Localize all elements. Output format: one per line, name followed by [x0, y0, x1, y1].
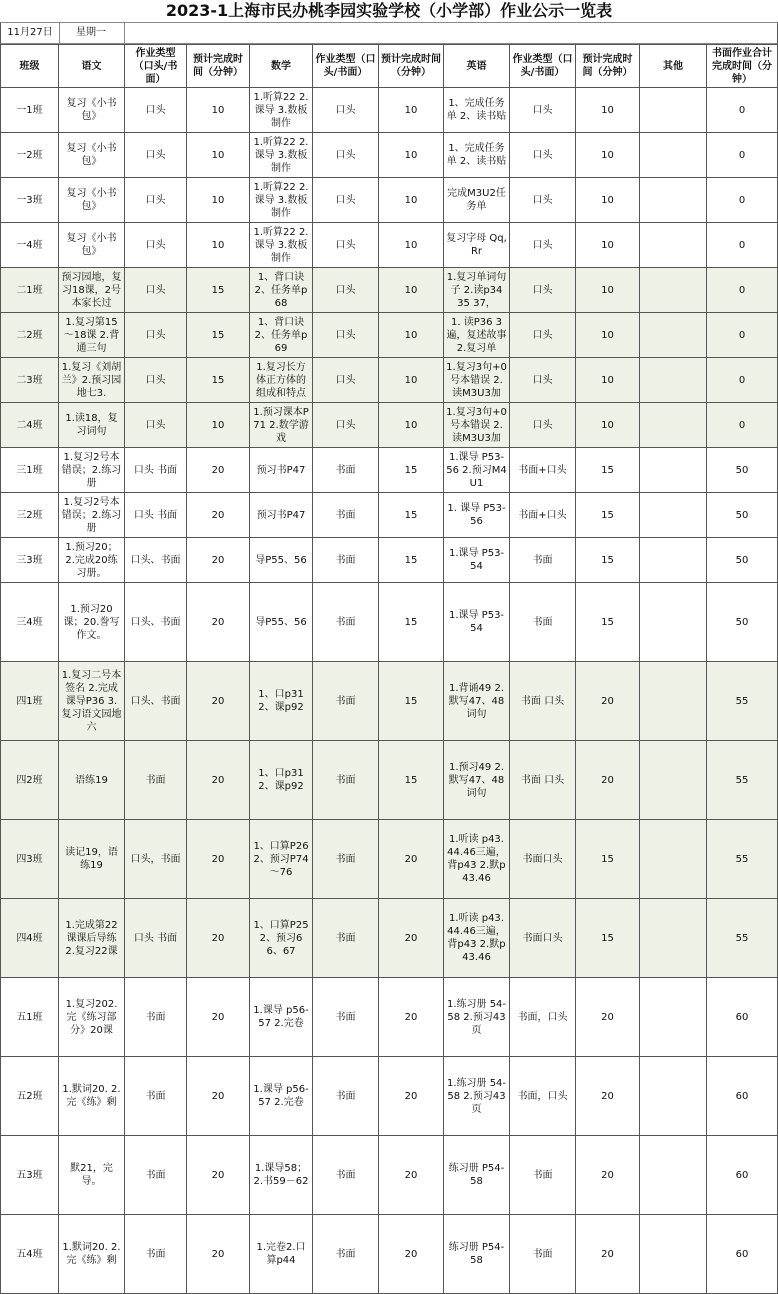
chinese-type-cell: 书面 [125, 741, 187, 820]
chinese-minutes-cell: 20 [187, 1057, 250, 1136]
other-cell [640, 583, 707, 662]
chinese-type-cell: 口头、书面 [125, 662, 187, 741]
other-cell [640, 223, 707, 268]
english-task-cell: 1.复习3句+0号本错误 2.读M3U3加 [444, 358, 510, 403]
other-cell [640, 403, 707, 448]
math-minutes-cell: 10 [379, 178, 444, 223]
chinese-minutes-cell: 20 [187, 1136, 250, 1215]
math-task-cell: 1、口p31 2、课p92 [250, 741, 313, 820]
header-cell: 作业类型（口头/书面） [510, 45, 576, 88]
total-minutes-cell: 55 [707, 820, 778, 899]
math-minutes-cell: 10 [379, 268, 444, 313]
english-task-cell: 练习册 P54-58 [444, 1215, 510, 1294]
math-task-cell: 1.课导 p56-57 2.完卷 [250, 1057, 313, 1136]
english-minutes-cell: 20 [576, 741, 640, 820]
chinese-task-cell: 1.默词20. 2. 完《练》剩 [59, 1215, 125, 1294]
english-minutes-cell: 10 [576, 88, 640, 133]
class-cell: 五2班 [1, 1057, 59, 1136]
english-minutes-cell: 15 [576, 493, 640, 538]
class-cell: 一4班 [1, 223, 59, 268]
math-minutes-cell: 15 [379, 538, 444, 583]
chinese-type-cell: 口头、书面 [125, 538, 187, 583]
chinese-minutes-cell: 20 [187, 899, 250, 978]
math-minutes-cell: 20 [379, 1057, 444, 1136]
english-minutes-cell: 20 [576, 1136, 640, 1215]
header-cell: 书面作业合计完成时间（分钟） [707, 45, 778, 88]
chinese-minutes-cell: 20 [187, 741, 250, 820]
total-minutes-cell: 0 [707, 133, 778, 178]
english-task-cell: 1.课导 P53-54 [444, 583, 510, 662]
math-minutes-cell: 20 [379, 820, 444, 899]
english-minutes-cell: 15 [576, 820, 640, 899]
math-type-cell: 书面 [313, 741, 379, 820]
english-task-cell: 完成M3U2任务单 [444, 178, 510, 223]
chinese-minutes-cell: 15 [187, 268, 250, 313]
math-task-cell: 1.复习长方体正方体的组成和特点 [250, 358, 313, 403]
total-minutes-cell: 0 [707, 403, 778, 448]
class-cell: 四2班 [1, 741, 59, 820]
chinese-minutes-cell: 20 [187, 978, 250, 1057]
english-task-cell: 1.练习册 54-58 2.预习43页 [444, 1057, 510, 1136]
english-minutes-cell: 10 [576, 358, 640, 403]
class-cell: 三4班 [1, 583, 59, 662]
english-task-cell: 1.听读 p43.44.46三遍，背p43 2.默p43.46 [444, 820, 510, 899]
english-minutes-cell: 10 [576, 313, 640, 358]
english-minutes-cell: 20 [576, 1057, 640, 1136]
math-type-cell: 书面 [313, 978, 379, 1057]
math-type-cell: 口头 [313, 133, 379, 178]
math-task-cell: 1.预习课本P71 2.数学游戏 [250, 403, 313, 448]
math-minutes-cell: 10 [379, 403, 444, 448]
english-task-cell: 1.复习3句+0号本错误 2.读M3U3加 [444, 403, 510, 448]
math-type-cell: 书面 [313, 1057, 379, 1136]
english-task-cell: 1、完成任务单 2、读书贴 [444, 88, 510, 133]
total-minutes-cell: 60 [707, 1136, 778, 1215]
english-task-cell: 1.课导 P53-54 [444, 538, 510, 583]
other-cell [640, 268, 707, 313]
english-minutes-cell: 10 [576, 133, 640, 178]
chinese-task-cell: 1.复习202. 完《练习部分》20课 [59, 978, 125, 1057]
total-minutes-cell: 0 [707, 358, 778, 403]
chinese-type-cell: 口头 [125, 403, 187, 448]
chinese-type-cell: 口头 [125, 223, 187, 268]
english-type-cell: 书面+口头 [510, 493, 576, 538]
class-cell: 四1班 [1, 662, 59, 741]
math-type-cell: 口头 [313, 223, 379, 268]
chinese-type-cell: 口头 [125, 133, 187, 178]
table-row [1, 448, 778, 493]
total-minutes-cell: 55 [707, 899, 778, 978]
english-type-cell: 书面 [510, 538, 576, 583]
english-task-cell: 1、完成任务单 2、读书贴 [444, 133, 510, 178]
math-minutes-cell: 15 [379, 448, 444, 493]
header-cell: 预计完成时间（分钟） [576, 45, 640, 88]
chinese-type-cell: 口头、书面 [125, 583, 187, 662]
english-minutes-cell: 10 [576, 268, 640, 313]
english-minutes-cell: 20 [576, 978, 640, 1057]
math-type-cell: 口头 [313, 403, 379, 448]
header-row [1, 45, 778, 88]
table-row [1, 178, 778, 223]
chinese-task-cell: 1.复习二号本签名 2.完成课导P36 3.复习语文园地六 [59, 662, 125, 741]
chinese-minutes-cell: 20 [187, 662, 250, 741]
chinese-minutes-cell: 20 [187, 583, 250, 662]
chinese-type-cell: 书面 [125, 1215, 187, 1294]
chinese-minutes-cell: 10 [187, 133, 250, 178]
class-cell: 五4班 [1, 1215, 59, 1294]
chinese-task-cell: 1.复习《刘胡兰》2.预习园地七3. [59, 358, 125, 403]
chinese-task-cell: 复习《小书包》 [59, 88, 125, 133]
class-cell: 三2班 [1, 493, 59, 538]
english-type-cell: 书面 [510, 1136, 576, 1215]
chinese-minutes-cell: 10 [187, 178, 250, 223]
table-row [1, 1136, 778, 1215]
english-type-cell: 书面+口头 [510, 448, 576, 493]
chinese-task-cell: 复习《小书包》 [59, 178, 125, 223]
table-row [1, 1215, 778, 1294]
english-type-cell: 书面 [510, 583, 576, 662]
total-minutes-cell: 60 [707, 978, 778, 1057]
total-minutes-cell: 0 [707, 88, 778, 133]
other-cell [640, 178, 707, 223]
math-minutes-cell: 10 [379, 88, 444, 133]
chinese-minutes-cell: 20 [187, 493, 250, 538]
math-type-cell: 口头 [313, 358, 379, 403]
math-minutes-cell: 20 [379, 1136, 444, 1215]
class-cell: 五1班 [1, 978, 59, 1057]
class-cell: 四4班 [1, 899, 59, 978]
class-cell: 五3班 [1, 1136, 59, 1215]
english-type-cell: 口头 [510, 133, 576, 178]
page-title: 2023-1上海市民办桃李园实验学校（小学部）作业公示一览表 [165, 1, 613, 20]
table-row [1, 899, 778, 978]
chinese-minutes-cell: 10 [187, 88, 250, 133]
english-minutes-cell: 10 [576, 223, 640, 268]
class-cell: 二4班 [1, 403, 59, 448]
header-cell: 作业类型（口头/书面） [125, 45, 187, 88]
other-cell [640, 538, 707, 583]
math-type-cell: 书面 [313, 820, 379, 899]
date-cell: 11月27日 [0, 22, 60, 44]
english-task-cell: 1.背诵49 2.默写47、48词句 [444, 662, 510, 741]
class-cell: 一1班 [1, 88, 59, 133]
math-minutes-cell: 10 [379, 358, 444, 403]
math-task-cell: 导P55、56 [250, 583, 313, 662]
english-type-cell: 书面，口头 [510, 1057, 576, 1136]
chinese-minutes-cell: 10 [187, 403, 250, 448]
other-cell [640, 820, 707, 899]
table-row [1, 88, 778, 133]
chinese-task-cell: 1.默词20. 2. 完《练》剩 [59, 1057, 125, 1136]
other-cell [640, 978, 707, 1057]
english-task-cell: 1.课导 P53-56 2.预习M4U1 [444, 448, 510, 493]
total-minutes-cell: 50 [707, 448, 778, 493]
math-minutes-cell: 15 [379, 493, 444, 538]
other-cell [640, 1215, 707, 1294]
math-task-cell: 预习书P47 [250, 448, 313, 493]
math-type-cell: 口头 [313, 178, 379, 223]
math-minutes-cell: 10 [379, 133, 444, 178]
table-row [1, 741, 778, 820]
chinese-task-cell: 语练19 [59, 741, 125, 820]
english-type-cell: 口头 [510, 313, 576, 358]
chinese-task-cell: 复习《小书包》 [59, 223, 125, 268]
other-cell [640, 358, 707, 403]
math-task-cell: 1、背口诀 2、任务单p68 [250, 268, 313, 313]
english-type-cell: 书面口头 [510, 899, 576, 978]
total-minutes-cell: 50 [707, 583, 778, 662]
other-cell [640, 88, 707, 133]
chinese-task-cell: 默21，完导。 [59, 1136, 125, 1215]
header-cell: 班级 [1, 45, 59, 88]
english-minutes-cell: 15 [576, 538, 640, 583]
table-row [1, 820, 778, 899]
other-cell [640, 741, 707, 820]
class-cell: 四3班 [1, 820, 59, 899]
header-cell: 预计完成时间（分钟） [379, 45, 444, 88]
chinese-task-cell: 读记19，语练19 [59, 820, 125, 899]
math-task-cell: 1.课导58；2.书59－62 [250, 1136, 313, 1215]
chinese-type-cell: 书面 [125, 978, 187, 1057]
other-cell [640, 133, 707, 178]
chinese-type-cell: 口头 书面 [125, 493, 187, 538]
chinese-type-cell: 口头 [125, 358, 187, 403]
english-minutes-cell: 10 [576, 403, 640, 448]
chinese-type-cell: 书面 [125, 1136, 187, 1215]
english-type-cell: 书面 口头 [510, 741, 576, 820]
math-type-cell: 书面 [313, 662, 379, 741]
english-minutes-cell: 15 [576, 448, 640, 493]
total-minutes-cell: 50 [707, 538, 778, 583]
math-minutes-cell: 15 [379, 741, 444, 820]
math-type-cell: 口头 [313, 268, 379, 313]
english-task-cell: 复习字母 Qq,Rr [444, 223, 510, 268]
total-minutes-cell: 0 [707, 178, 778, 223]
math-task-cell: 预习书P47 [250, 493, 313, 538]
english-task-cell: 练习册 P54-58 [444, 1136, 510, 1215]
table-row [1, 268, 778, 313]
other-cell [640, 899, 707, 978]
english-task-cell: 1. 读P36 3遍，复述故事 2.复习单 [444, 313, 510, 358]
chinese-minutes-cell: 20 [187, 1215, 250, 1294]
math-type-cell: 书面 [313, 448, 379, 493]
chinese-minutes-cell: 20 [187, 820, 250, 899]
math-minutes-cell: 15 [379, 662, 444, 741]
class-cell: 一2班 [1, 133, 59, 178]
chinese-type-cell: 口头 [125, 313, 187, 358]
table-row [1, 403, 778, 448]
total-minutes-cell: 60 [707, 1057, 778, 1136]
total-minutes-cell: 55 [707, 741, 778, 820]
table-row [1, 583, 778, 662]
english-minutes-cell: 15 [576, 899, 640, 978]
chinese-type-cell: 口头 书面 [125, 448, 187, 493]
english-minutes-cell: 20 [576, 662, 640, 741]
math-type-cell: 书面 [313, 583, 379, 662]
math-task-cell: 1、背口诀 2、任务单p69 [250, 313, 313, 358]
chinese-task-cell: 复习《小书包》 [59, 133, 125, 178]
english-type-cell: 书面 口头 [510, 662, 576, 741]
math-type-cell: 口头 [313, 313, 379, 358]
chinese-minutes-cell: 20 [187, 538, 250, 583]
header-cell: 预计完成时间（分钟） [187, 45, 250, 88]
math-task-cell: 1、口算P26 2、预习P74～76 [250, 820, 313, 899]
english-type-cell: 口头 [510, 88, 576, 133]
weekday-cell: 星期一 [58, 22, 125, 44]
math-task-cell: 1.课导 p56-57 2.完卷 [250, 978, 313, 1057]
english-type-cell: 口头 [510, 268, 576, 313]
math-task-cell: 1.听算22 2.课导 3.数板制作 [250, 178, 313, 223]
math-task-cell: 1、口算P25 2、预习66、67 [250, 899, 313, 978]
english-type-cell: 书面口头 [510, 820, 576, 899]
math-task-cell: 1.听算22 2.课导 3.数板制作 [250, 133, 313, 178]
table-row [1, 133, 778, 178]
english-type-cell: 口头 [510, 403, 576, 448]
chinese-minutes-cell: 10 [187, 223, 250, 268]
header-cell: 英语 [444, 45, 510, 88]
chinese-task-cell: 1.完成第22课课后导练 2.复习22课 [59, 899, 125, 978]
chinese-task-cell: 1.复习2号本错误；2.练习册 [59, 448, 125, 493]
math-minutes-cell: 10 [379, 313, 444, 358]
chinese-task-cell: 1.预习20课；20.誊写作文。 [59, 583, 125, 662]
math-minutes-cell: 15 [379, 583, 444, 662]
math-minutes-cell: 20 [379, 1215, 444, 1294]
math-minutes-cell: 10 [379, 223, 444, 268]
class-cell: 二3班 [1, 358, 59, 403]
chinese-type-cell: 口头 书面 [125, 899, 187, 978]
table-row [1, 662, 778, 741]
total-minutes-cell: 55 [707, 662, 778, 741]
other-cell [640, 1136, 707, 1215]
other-cell [640, 313, 707, 358]
table-row [1, 223, 778, 268]
math-type-cell: 书面 [313, 1136, 379, 1215]
class-cell: 三3班 [1, 538, 59, 583]
table-row [1, 493, 778, 538]
english-minutes-cell: 15 [576, 583, 640, 662]
english-task-cell: 1.练习册 54-58 2.预习43页 [444, 978, 510, 1057]
total-minutes-cell: 60 [707, 1215, 778, 1294]
math-task-cell: 1.听算22 2.课导 3.数板制作 [250, 223, 313, 268]
english-type-cell: 口头 [510, 178, 576, 223]
chinese-type-cell: 口头 [125, 268, 187, 313]
total-minutes-cell: 0 [707, 313, 778, 358]
chinese-task-cell: 1.读18，复习词句 [59, 403, 125, 448]
class-cell: 二2班 [1, 313, 59, 358]
english-minutes-cell: 10 [576, 178, 640, 223]
chinese-type-cell: 口头 [125, 178, 187, 223]
english-task-cell: 1. 课导 P53-56 [444, 493, 510, 538]
chinese-task-cell: 1.复习第15～18课 2.背通三句 [59, 313, 125, 358]
class-cell: 一3班 [1, 178, 59, 223]
math-type-cell: 书面 [313, 899, 379, 978]
table-row [1, 1057, 778, 1136]
total-minutes-cell: 0 [707, 223, 778, 268]
math-type-cell: 书面 [313, 493, 379, 538]
english-type-cell: 书面 [510, 1215, 576, 1294]
english-type-cell: 口头 [510, 358, 576, 403]
math-task-cell: 1.完卷2.口算p44 [250, 1215, 313, 1294]
table-row [1, 358, 778, 403]
math-task-cell: 1、口p31 2、课p92 [250, 662, 313, 741]
table-row [1, 978, 778, 1057]
english-task-cell: 1.复习单词句子 2.读p34 35 37， [444, 268, 510, 313]
total-minutes-cell: 0 [707, 268, 778, 313]
english-task-cell: 1.听读 p43.44.46三遍，背p43 2.默p43.46 [444, 899, 510, 978]
chinese-type-cell: 书面 [125, 1057, 187, 1136]
math-type-cell: 书面 [313, 1215, 379, 1294]
english-type-cell: 口头 [510, 223, 576, 268]
table-row [1, 313, 778, 358]
table-row [1, 538, 778, 583]
english-task-cell: 1.预习49 2.默写47、48词句 [444, 741, 510, 820]
other-cell [640, 662, 707, 741]
class-cell: 三1班 [1, 448, 59, 493]
other-cell [640, 493, 707, 538]
other-cell [640, 448, 707, 493]
date-bar-blank [124, 22, 778, 44]
date-bar [0, 22, 778, 44]
chinese-type-cell: 口头，书面 [125, 820, 187, 899]
header-cell: 语文 [59, 45, 125, 88]
chinese-task-cell: 预习园地，复习18课，2号本家长过 [59, 268, 125, 313]
chinese-type-cell: 口头 [125, 88, 187, 133]
chinese-minutes-cell: 15 [187, 358, 250, 403]
chinese-minutes-cell: 20 [187, 448, 250, 493]
math-minutes-cell: 20 [379, 899, 444, 978]
homework-table [0, 44, 778, 1294]
header-cell: 其他 [640, 45, 707, 88]
header-cell: 作业类型（口头/书面） [313, 45, 379, 88]
math-task-cell: 1.听算22 2.课导 3.数板制作 [250, 88, 313, 133]
total-minutes-cell: 50 [707, 493, 778, 538]
english-minutes-cell: 20 [576, 1215, 640, 1294]
chinese-task-cell: 1.复习2号本错误；2.练习册 [59, 493, 125, 538]
math-type-cell: 书面 [313, 538, 379, 583]
math-type-cell: 口头 [313, 88, 379, 133]
math-minutes-cell: 20 [379, 978, 444, 1057]
header-cell: 数学 [250, 45, 313, 88]
chinese-task-cell: 1.预习20；2.完成20练习册。 [59, 538, 125, 583]
math-task-cell: 导P55、56 [250, 538, 313, 583]
english-type-cell: 书面，口头 [510, 978, 576, 1057]
chinese-minutes-cell: 15 [187, 313, 250, 358]
other-cell [640, 1057, 707, 1136]
class-cell: 二1班 [1, 268, 59, 313]
